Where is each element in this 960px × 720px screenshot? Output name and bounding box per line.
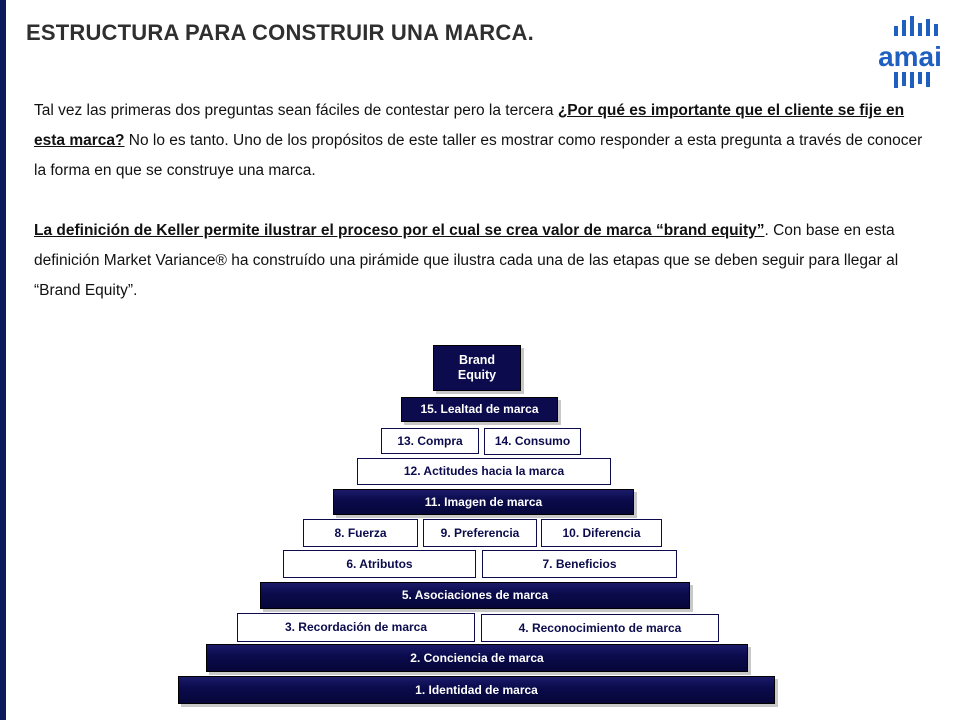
pyramid-11-imagen: 11. Imagen de marca [333,489,634,515]
pyramid-7-beneficios: 7. Beneficios [482,550,677,578]
p1-emphasis: ¿Por qué es importante que el cliente se fije en esta marca? [34,102,905,149]
pyramid-2-conciencia: 2. Conciencia de marca [206,644,748,672]
p2-text: . Con base en esta definición Market Variance® ha construído una pirámide que ilustra cada una de las etapas que se deben seguir para llegar al “Brand Equity”. [34,222,899,299]
pyramid-apex-brand-equity: Brand Equity [433,345,521,391]
pyramid-15-lealtad: 15. Lealtad de marca [401,397,558,422]
amai-logo [870,14,950,90]
paragraph-2 [34,216,934,306]
pyramid-3-recordacion: 3. Recordación de marca [237,613,475,642]
pyramid-5-asociaciones: 5. Asociaciones de marca [260,582,690,609]
pyramid-8-fuerza: 8. Fuerza [303,519,418,547]
pyramid-14-consumo: 14. Consumo [484,428,581,455]
pyramid-1-identidad: 1. Identidad de marca [178,676,775,704]
pyramid-12-actitudes: 12. Actitudes hacia la marca [357,458,611,485]
pyramid-9-preferencia: 9. Preferencia [423,519,537,547]
paragraph-1 [34,96,934,186]
pyramid-6-atributos: 6. Atributos [283,550,476,578]
pyramid-10-diferencia: 10. Diferencia [541,519,662,547]
body-text [34,96,934,306]
p1-text-start: Tal vez las primeras dos preguntas sean fáciles de contestar pero la tercera [34,102,558,119]
logo-text: amai [878,41,942,72]
pyramid-4-reconocimiento: 4. Reconocimiento de marca [481,614,719,642]
p1-text-end: No lo es tanto. Uno de los propósitos de este taller es mostrar como responder a esta pregunta a través de conocer la forma en que se construye una marca. [34,132,923,179]
pyramid-13-compra: 13. Compra [381,428,479,454]
left-accent-bar [0,0,6,720]
p2-emphasis: La definición de Keller permite ilustrar el proceso por el cual se crea valor de marca “brand equity” [34,222,765,239]
page-title: ESTRUCTURA PARA CONSTRUIR UNA MARCA. [26,20,534,45]
